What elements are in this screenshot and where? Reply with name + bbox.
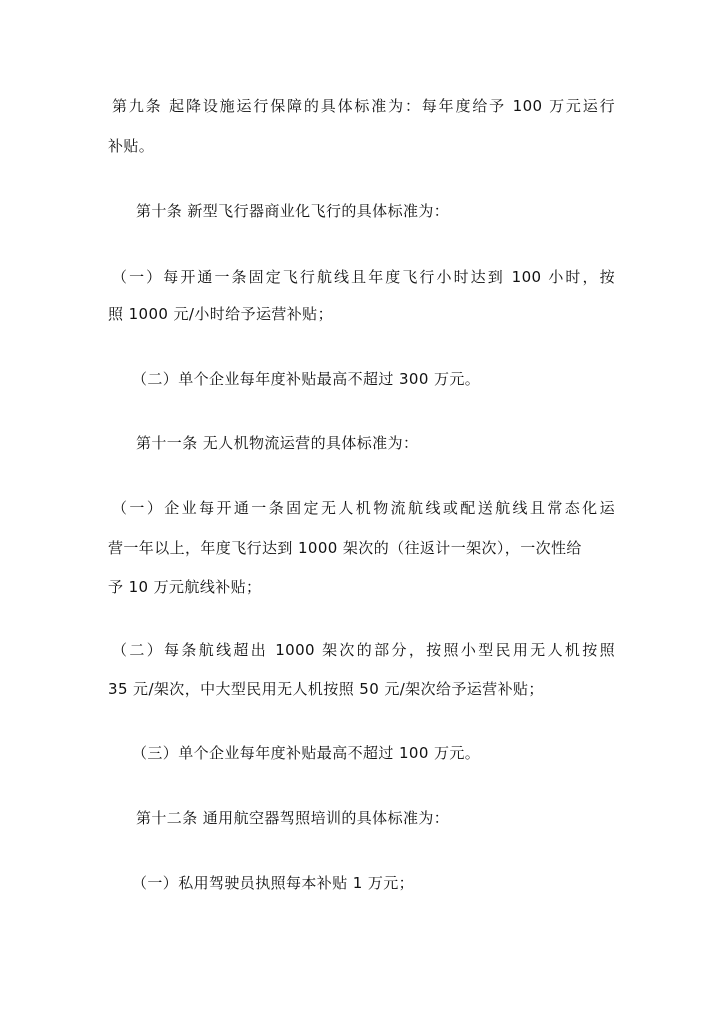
article-9-continuation-line: 补贴。 — [108, 137, 155, 155]
article-10-item-2-line: （二）单个企业每年度补贴最高不超过 300 万元。 — [132, 370, 481, 388]
article-11-item-2-line-1: （二）每条航线超出 1000 架次的部分，按照小型民用无人机按照 — [112, 641, 615, 659]
article-10-heading-line: 第十条 新型飞行器商业化飞行的具体标准为： — [136, 202, 450, 220]
article-11-item-2-line-2: 35 元/架次，中大型民用无人机按照 50 元/架次给予运营补贴； — [108, 680, 544, 698]
article-10-item-1-line-2: 照 1000 元/小时给予运营补贴； — [108, 305, 333, 323]
article-9-heading-line: 第九条 起降设施运行保障的具体标准为：每年度给予 100 万元运行 — [112, 97, 615, 115]
article-11-item-3-line: （三）单个企业每年度补贴最高不超过 100 万元。 — [132, 744, 481, 762]
article-11-item-1-line-1: （一）企业每开通一条固定无人机物流航线或配送航线且常态化运 — [112, 499, 615, 517]
article-11-item-1-line-3: 予 10 万元航线补贴； — [108, 578, 262, 596]
article-12-item-1-line: （一）私用驾驶员执照每本补贴 1 万元； — [132, 874, 415, 892]
article-12-heading-line: 第十二条 通用航空器驾照培训的具体标准为： — [136, 809, 450, 827]
article-10-item-1-line-1: （一）每开通一条固定飞行航线且年度飞行小时达到 100 小时，按 — [112, 268, 615, 286]
article-11-item-1-line-2: 营一年以上，年度飞行达到 1000 架次的（往返计一架次），一次性给 — [108, 539, 582, 557]
article-11-heading-line: 第十一条 无人机物流运营的具体标准为： — [136, 434, 419, 452]
